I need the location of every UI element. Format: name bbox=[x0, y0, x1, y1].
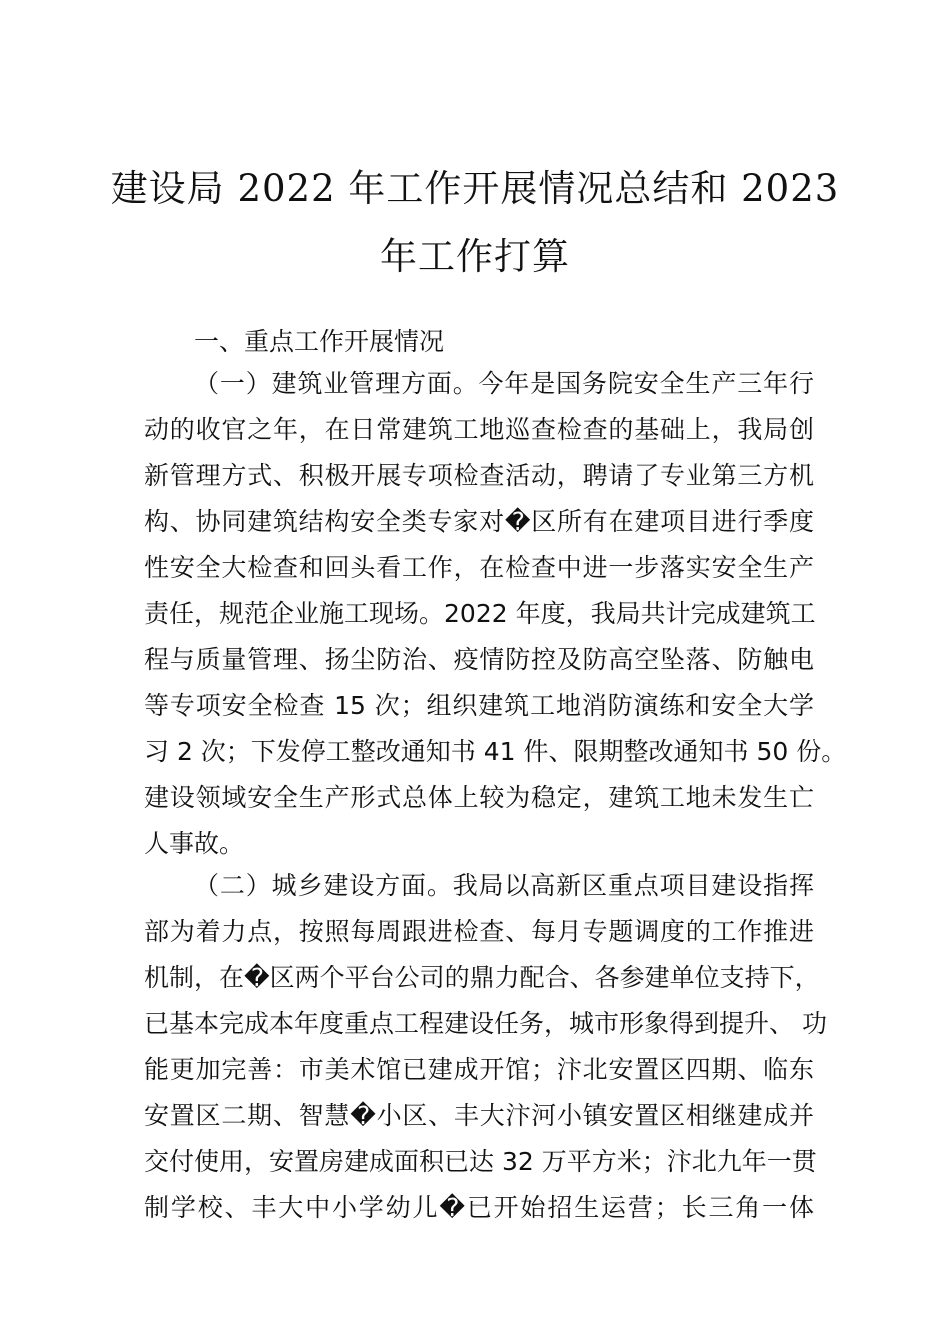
section-heading: 一、重点工作开展情况 bbox=[194, 327, 445, 356]
paragraph-2-line-4: 已基本完成本年度重点工程建设任务，城市形象得到提升、 功 bbox=[144, 1009, 827, 1038]
paragraph-2-line-5: 能更加完善：市美术馆已建成开馆；汴北安置区四期、临东 bbox=[144, 1055, 814, 1084]
paragraph-1-line-10: 建设领域安全生产形式总体上较为稳定，建筑工地未发生亡 bbox=[144, 783, 814, 812]
paragraph-1-line-3: 新管理方式、积极开展专项检查活动，聘请了专业第三方机 bbox=[144, 461, 814, 490]
paragraph-2-line-2: 部为着力点，按照每周跟进检查、每月专题调度的工作推进 bbox=[144, 917, 814, 946]
paragraph-1-line-6: 责任，规范企业施工现场。2022 年度，我局共计完成建筑工 bbox=[144, 599, 816, 628]
paragraph-1-line-8: 等专项安全检查 15 次；组织建筑工地消防演练和安全大学 bbox=[144, 691, 814, 720]
paragraph-1-line-11: 人事故。 bbox=[144, 829, 245, 858]
document-title-line-1: 建设局 2022 年工作开展情况总结和 2023 bbox=[110, 167, 840, 210]
paragraph-2-line-6: 安置区二期、智慧�小区、丰大汴河小镇安置区相继建成并 bbox=[144, 1101, 814, 1130]
paragraph-2-line-1: （二）城乡建设方面。我局以高新区重点项目建设指挥 bbox=[194, 871, 814, 900]
paragraph-1-line-9: 习 2 次；下发停工整改通知书 41 件、限期整改通知书 50 份。 bbox=[144, 737, 847, 766]
paragraph-2-line-3: 机制，在�区两个平台公司的鼎力配合、各参建单位支持下， bbox=[144, 963, 820, 992]
document-title-line-2: 年工作打算 bbox=[380, 235, 570, 278]
paragraph-1-line-5: 性安全大检查和回头看工作，在检查中进一步落实安全生产 bbox=[144, 553, 814, 582]
paragraph-1-line-4: 构、协同建筑结构安全类专家对�区所有在建项目进行季度 bbox=[144, 507, 814, 536]
paragraph-1-line-7: 程与质量管理、扬尘防治、疫情防控及防高空坠落、防触电 bbox=[144, 645, 814, 674]
paragraph-2-line-7: 交付使用，安置房建成面积已达 32 万平方米；汴北九年一贯 bbox=[144, 1147, 817, 1176]
paragraph-2-line-8: 制学校、丰大中小学幼儿�已开始招生运营；长三角一体 bbox=[144, 1193, 814, 1222]
paragraph-1-line-2: 动的收官之年，在日常建筑工地巡查检查的基础上，我局创 bbox=[144, 415, 814, 444]
paragraph-1-line-1: （一）建筑业管理方面。今年是国务院安全生产三年行 bbox=[194, 369, 814, 398]
